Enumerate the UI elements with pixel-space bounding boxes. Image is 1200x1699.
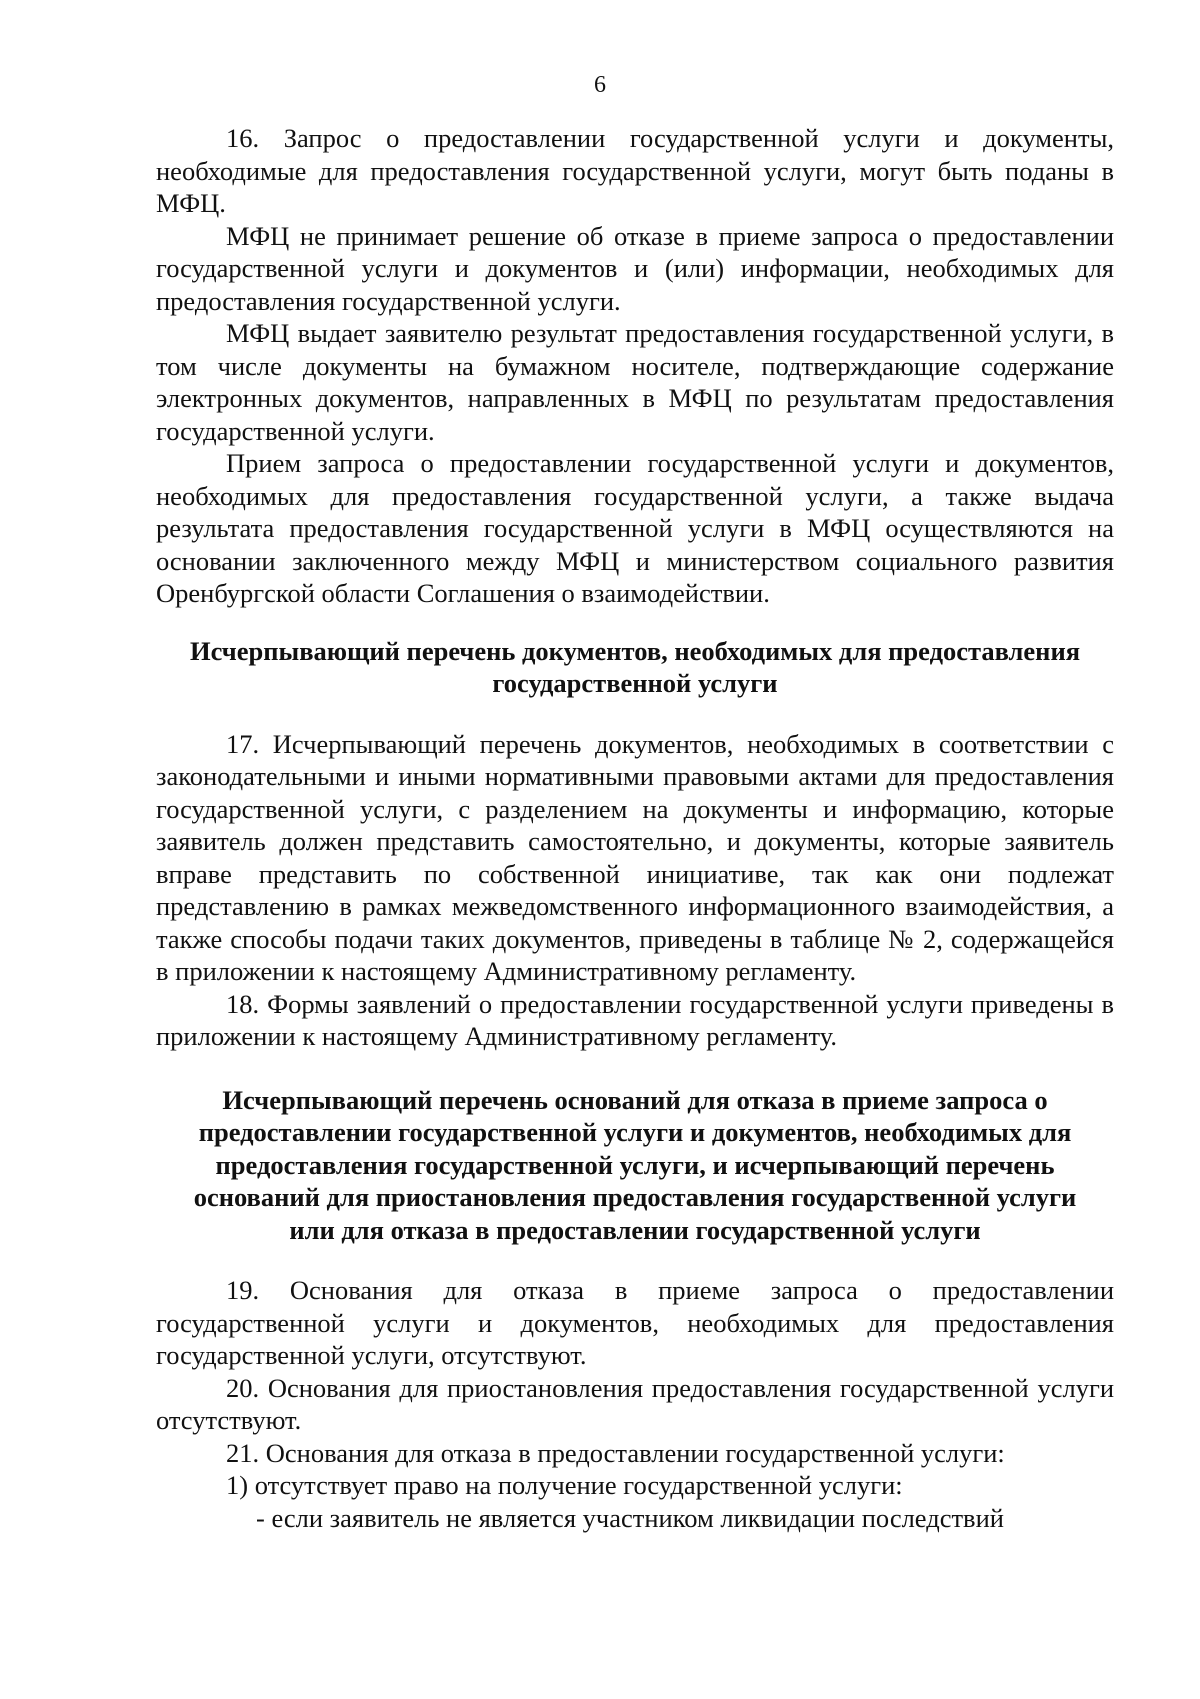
heading-line: оснований для приостановления предоставления государственной услуги: [193, 1182, 1077, 1212]
page-number: 6: [594, 72, 606, 98]
section-heading-refusal-grounds: [156, 1084, 1114, 1247]
paragraph-20: 20. Основания для приостановления предоставления государственной услуги отсутствуют.: [156, 1372, 1114, 1435]
paragraph-mfc-no-refusal: МФЦ не принимает решение об отказе в приеме запроса о предоставлении государственной услуги и документов и (или) информации, необходимых для предоставления государственной услуги.: [156, 220, 1114, 316]
paragraph-21: 21. Основания для отказа в предоставлении государственной услуги:: [226, 1437, 1005, 1468]
heading-line: предоставлении государственной услуги и документов, необходимых для: [198, 1117, 1072, 1147]
document-body: [156, 122, 1114, 1534]
heading-line: государственной услуги: [492, 668, 778, 698]
paragraph-18: 18. Формы заявлений о предоставлении государственной услуги приведены в приложении к настоящему Административному регламенту.: [156, 988, 1114, 1051]
paragraph-17: 17. Исчерпывающий перечень документов, необходимых в соответствии с законодательными и иными нормативными правовыми актами для предоставления государственной услуги, с разделением на документы и информацию, которые заявитель должен представить самостоятельно, и документы, которые заявитель вправе представить по собственной инициативе, так как они подлежат представлению в рамках межведомственного информационного взаимодействия, а также способы подачи таких документов, приведены в таблице № 2, содержащейся в приложении к настоящему Административному регламенту.: [156, 728, 1114, 986]
heading-line: предоставления государственной услуги, и исчерпывающий перечень: [215, 1149, 1055, 1180]
paragraph-19: 19. Основания для отказа в приеме запроса о предоставлении государственной услуги и документов, необходимых для предоставления государственной услуги, отсутствуют.: [156, 1275, 1114, 1370]
heading-line: или для отказа в предоставлении государственной услуги: [289, 1214, 981, 1245]
paragraph-16: 16. Запрос о предоставлении государственной услуги и документы, необходимые для предоставления государственной услуги, могут быть поданы в МФЦ.: [156, 123, 1114, 218]
section-heading-documents: [156, 635, 1114, 700]
bullet-item: - если заявитель не является участником ликвидации последствий: [256, 1502, 1004, 1533]
paragraph-agreement: Прием запроса о предоставлении государственной услуги и документов, необходимых для предоставления государственной услуги, а также выдача результата предоставления государственной услуги в МФЦ осуществляются на основании заключенного между МФЦ и министерством социального развития Оренбургской области Соглашения о взаимодействии.: [156, 448, 1114, 608]
heading-line: Исчерпывающий перечень документов, необходимых для предоставления: [189, 635, 1081, 666]
list-item-1: 1) отсутствует право на получение государственной услуги:: [226, 1470, 903, 1500]
heading-line: Исчерпывающий перечень оснований для отказа в приеме запроса о: [222, 1084, 1048, 1115]
paragraph-mfc-issues-result: МФЦ выдает заявителю результат предоставления государственной услуги, в том числе документы на бумажном носителе, подтверждающие содержание электронных документов, направленных в МФЦ по результатам предоставления государственной услуги.: [156, 318, 1114, 446]
